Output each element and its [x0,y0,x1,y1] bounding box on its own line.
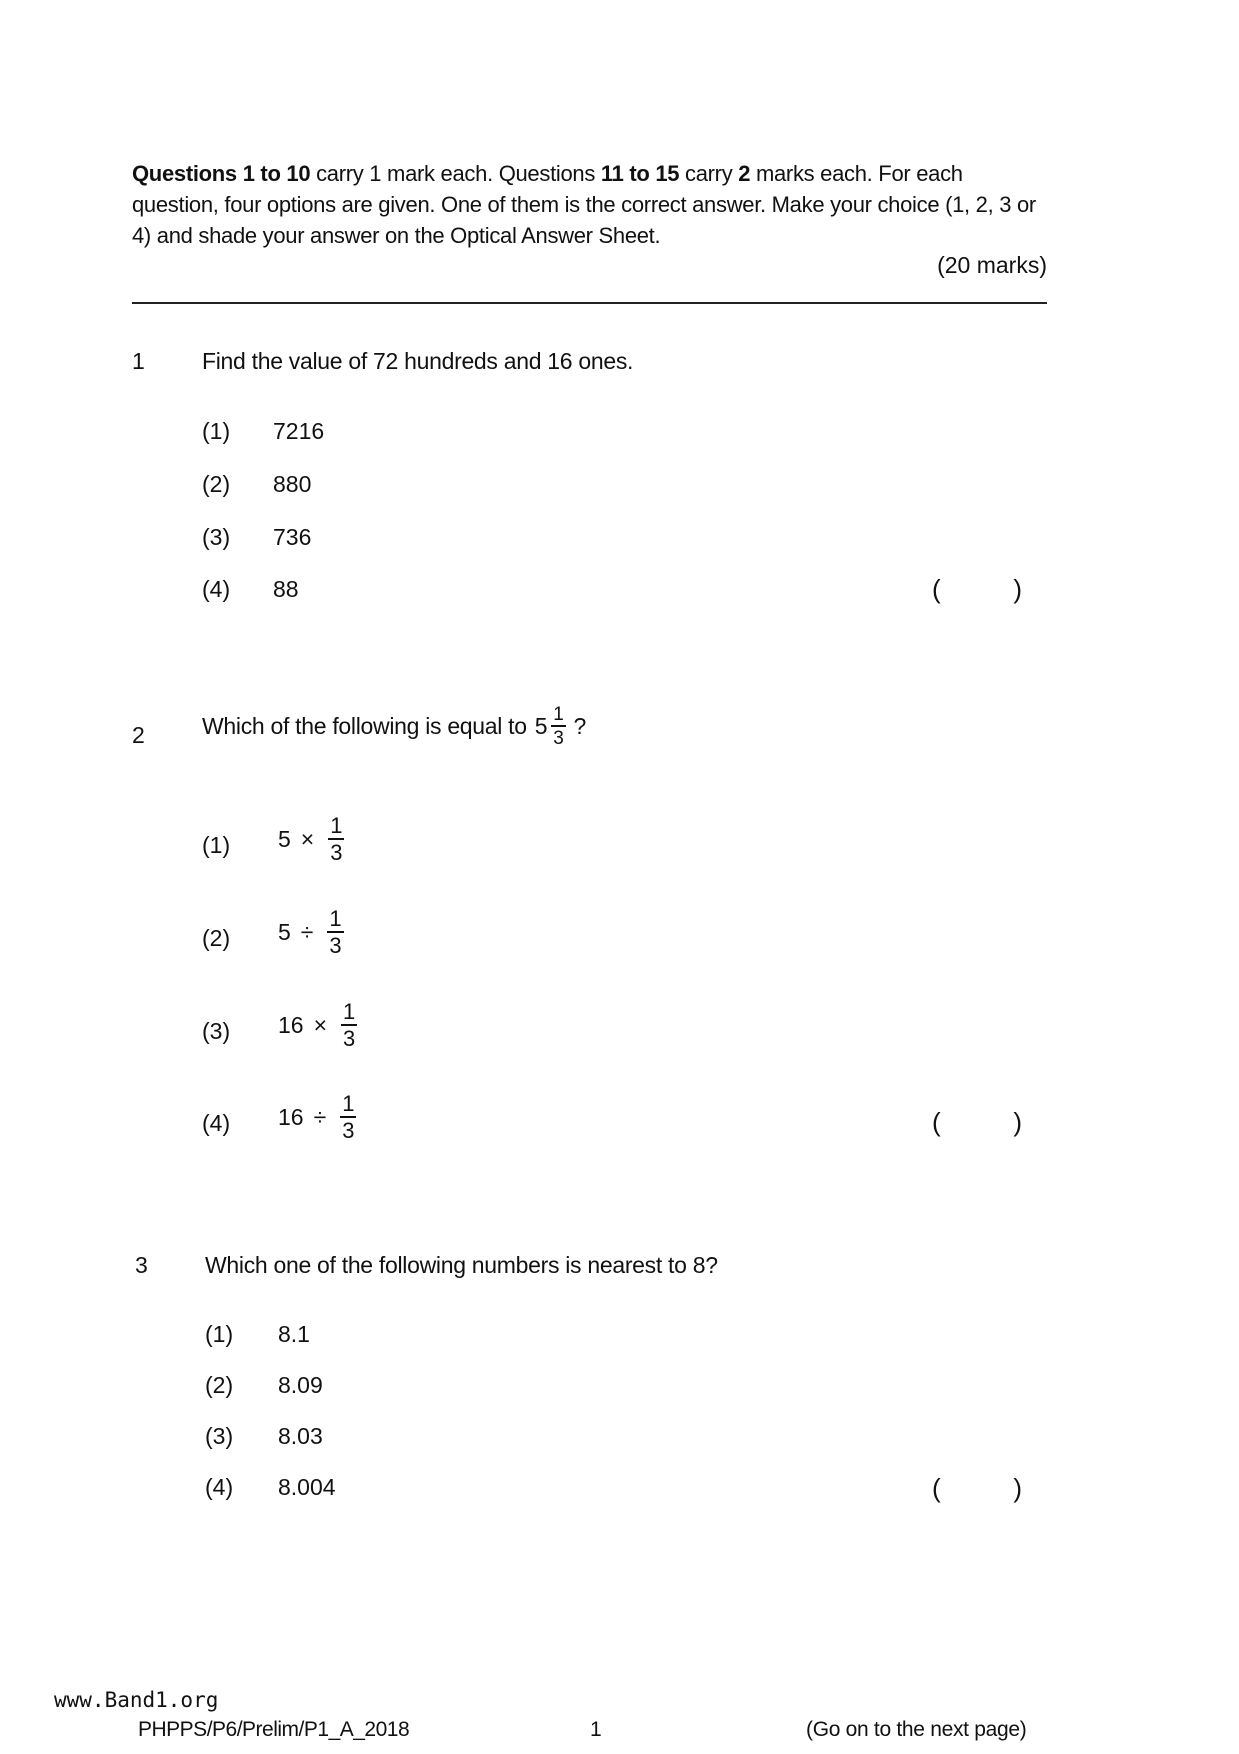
footer-url[interactable]: www.Band1.org [54,1688,219,1712]
q1-option-2-value: 880 [273,471,312,497]
question-2-whole: 5 [534,713,548,739]
question-3-text: Which one of the following numbers is nearest to 8? [205,1252,718,1278]
question-2-text [202,705,586,748]
bracket-open: ( [932,574,941,604]
question-1-text: Find the value of 72 hundreds and 16 ones. [202,348,634,374]
footer-page-number: 1 [590,1718,602,1741]
q1-option-3-number[interactable]: (3) [202,524,231,550]
question-2-number: 2 [132,722,145,748]
bracket-open: ( [932,1107,941,1137]
q2-option-1-number[interactable]: (1) [202,832,231,858]
q3-answer-bracket[interactable] [932,1473,1022,1504]
bracket-open: ( [932,1473,941,1503]
bracket-close: ) [1013,574,1022,604]
q3-option-3-value: 8.03 [278,1423,323,1449]
q2-option-3-expression: 16 × $\frac{1}{3}$ [278,999,356,1051]
q1-answer-bracket[interactable] [932,574,1022,605]
q2-answer-bracket[interactable] [932,1107,1022,1138]
q2-option-4-expression: 16 ÷ $\frac{1}{3}$ [278,1091,355,1143]
q1-option-4-number[interactable]: (4) [202,576,231,602]
q3-option-2-value: 8.09 [278,1372,323,1398]
question-2-qmark: ? [573,713,587,739]
q3-option-4-value: 8.004 [278,1474,336,1500]
q2-option-3-number[interactable]: (3) [202,1018,231,1044]
q3-option-2-number[interactable]: (2) [205,1372,234,1398]
footer-paper-code: PHPPS/P6/Prelim/P1_A_2018 [138,1718,410,1741]
q3-option-3-number[interactable]: (3) [205,1423,234,1449]
footer-next-page-note: (Go on to the next page) [806,1718,1027,1741]
q2-option-1-expression: 5 × $\frac{1}{3}$ [278,813,343,865]
q2-option-2-number[interactable]: (2) [202,925,231,951]
q1-option-4-value: 88 [273,576,299,602]
q1-option-1-number[interactable]: (1) [202,418,231,444]
bracket-close: ) [1013,1107,1022,1137]
total-marks: (20 marks) [937,252,1047,278]
q3-option-1-value: 8.1 [278,1321,310,1347]
q1-option-2-number[interactable]: (2) [202,471,231,497]
divider [132,302,1047,304]
q3-option-1-number[interactable]: (1) [205,1321,234,1347]
q2-option-2-expression: 5 ÷ $\frac{1}{3}$ [278,906,342,958]
question-3-number: 3 [135,1252,148,1278]
q1-option-3-value: 736 [273,524,312,550]
bracket-close: ) [1013,1473,1022,1503]
q2-option-4-number[interactable]: (4) [202,1110,231,1136]
q3-option-4-number[interactable]: (4) [205,1474,234,1500]
instructions: Questions 1 to 10 carry 1 mark each. Questions 11 to 15 carry 2 marks each. For each question, four options are given. One of them is the correct answer. Make your choice (1, 2, 3 or 4) and shade your answer on the Optical Answer Sheet. [132,161,1036,248]
question-2-fraction: $\frac{1}{3}$ [553,704,564,749]
question-1-number: 1 [132,348,145,374]
question-2-text-main: Which of the following is equal to [202,713,527,739]
q1-option-1-value: 7216 [273,418,325,444]
